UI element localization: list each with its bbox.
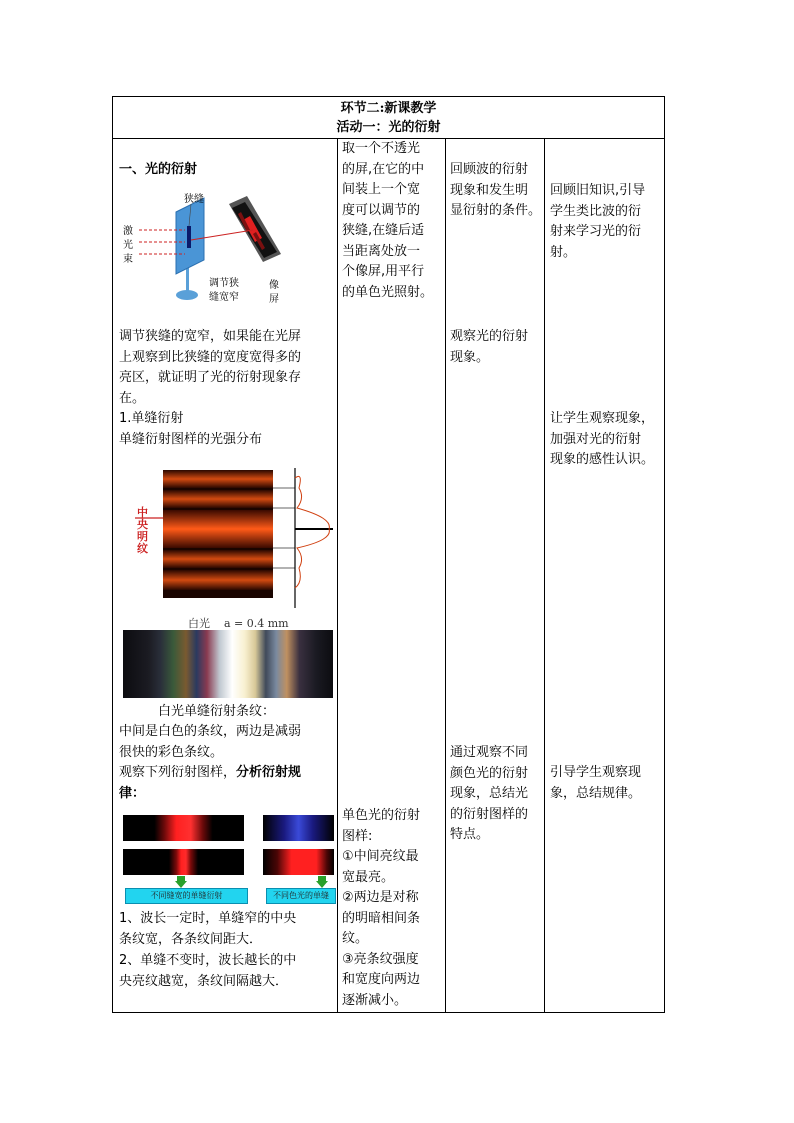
paragraph-diffraction-evidence: 调节狭缝的宽窄，如果能在光屏 上观察到比狭缝的宽度宽得多的 亮区，就证明了光的衍射现象存 在。	[119, 329, 302, 406]
col2-intro: 取一个不透光 的屏,在它的中 间装上一个宽 度可以调节的 狭缝,在缝后适 当距离处放一 个像屏,用平行 的单色光照射。	[342, 141, 434, 300]
col3-observe: 观察光的衍射 现象。	[450, 329, 529, 365]
label-adjust-1: 调节狭	[209, 278, 239, 289]
white-light-caption: 白光 a = 0.4 mm	[188, 617, 289, 630]
panel-wide-slit	[123, 849, 244, 875]
col4-observe: 让学生观察现象， 加强对光的衍射 现象的感性认识。	[550, 411, 655, 467]
column-divider-2	[445, 139, 446, 1013]
label-adjust-2: 缝宽窄	[209, 292, 239, 303]
rule-1: 1、波长一定时，单缝窄的中央 条纹宽，各条纹间距大．	[119, 911, 297, 947]
col4-review: 回顾旧知识,引导 学生类比波的衍 射来学习光的衍 射。	[550, 183, 646, 260]
label-screen-1: 像	[269, 280, 279, 291]
arrow-down-icon	[175, 876, 187, 888]
central-label-1: 中	[137, 506, 148, 519]
col2-mono-pattern: 单色光的衍射 图样: ①中间亮纹最 宽最亮。 ②两边是对称 的明暗相间条 纹。 ③亮条纹强度 和宽度向两边 逐渐减小。	[342, 808, 421, 1008]
panel-label-colors: 不同色光的单缝	[266, 888, 336, 904]
panel-blue-light	[263, 815, 334, 841]
header-line-1: 环节二:新课教学	[340, 101, 437, 116]
arrow-down-icon	[316, 876, 328, 888]
observe-instruction: 观察下列衍射图样，分析衍射规 律：	[119, 765, 302, 801]
header-line-2: 活动一：光的衍射	[336, 120, 441, 135]
label-screen-2: 屏	[269, 294, 279, 305]
intensity-distribution-figure	[119, 458, 334, 618]
column-divider-3	[544, 139, 545, 1013]
section-title: 一、光的衍射	[119, 162, 198, 177]
single-slit-title: 1.单缝衍射	[119, 411, 184, 426]
label-laser-3: 束	[123, 254, 133, 265]
distribution-title: 单缝衍射图样的光强分布	[119, 432, 263, 447]
slit-apparatus-diagram	[119, 190, 309, 308]
label-slit: 狭缝	[184, 194, 204, 205]
label-laser-2: 光	[123, 240, 133, 251]
rule-2: 2、单缝不变时，波长越长的中 央亮纹越宽，条纹间隔越大．	[119, 953, 297, 989]
panel-narrow-slit	[123, 815, 244, 841]
central-label-4: 纹	[137, 542, 148, 555]
col4-summary: 引导学生观察现 象，总结规律。	[550, 765, 642, 801]
white-diffraction-caption: 白光单缝衍射条纹：	[158, 704, 276, 719]
panel-label-slit-width: 不同缝宽的单缝衍射	[125, 888, 248, 904]
central-label-2: 央	[137, 518, 148, 531]
col3-review: 回顾波的衍射 现象和发生明 显衍射的条件。	[450, 162, 542, 218]
table-header	[113, 97, 664, 139]
label-laser-1: 激	[123, 226, 133, 237]
column-divider-1	[337, 139, 338, 1013]
panel-red-light	[263, 849, 334, 875]
white-light-spectrum	[123, 630, 333, 698]
col3-summary: 通过观察不同 颜色光的衍射 现象，总结光 的衍射图样的 特点。	[450, 745, 529, 842]
central-label-3: 明	[137, 530, 148, 543]
white-diffraction-description: 中间是白色的条纹，两边是减弱 很快的彩色条纹。	[119, 724, 302, 760]
